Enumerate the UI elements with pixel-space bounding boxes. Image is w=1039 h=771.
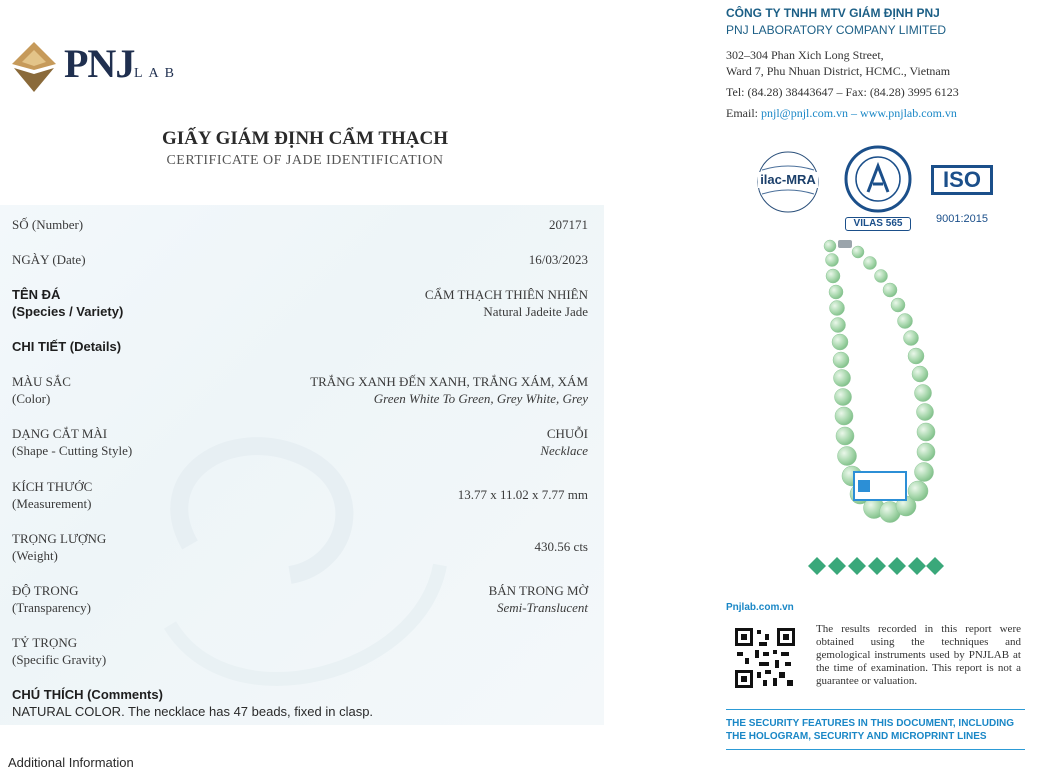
comments-value: NATURAL COLOR. The necklace has 47 beads, fixed in clasp.	[12, 704, 374, 719]
number-label: SỐ (Number)	[12, 217, 84, 232]
ilac-mra-logo	[756, 150, 820, 214]
number-value: 207171	[549, 217, 588, 232]
pnj-diamond-band-icon	[808, 557, 944, 575]
transparency-value-en: Semi-Translucent	[497, 600, 588, 615]
company-name-vi: CÔNG TY TNHH MTV GIÁM ĐỊNH PNJ	[726, 6, 940, 20]
site-link[interactable]: Pnjlab.com.vn	[726, 602, 794, 613]
ilac-text: ilac-MRA	[758, 172, 818, 188]
security-note: THE SECURITY FEATURES IN THIS DOCUMENT, INCLUDING THE HOLOGRAM, SECURITY AND MICROPRINT LINES	[726, 718, 1014, 742]
company-address-1: 302–304 Phan Xich Long Street,	[726, 48, 884, 62]
pnj-ornament	[808, 557, 944, 575]
shape-label-en: (Shape - Cutting Style)	[12, 443, 133, 458]
watermark-swirl-icon	[0, 205, 604, 725]
title-vi: GIẤY GIÁM ĐỊNH CẨM THẠCH	[161, 128, 449, 149]
brand-sub: LAB	[134, 66, 180, 81]
disclaimer: The results recorded in this report were obtained using the techniques and gemological instruments used by PNJLAB at the time of examination. This report is not a guarantee or valuation.	[816, 623, 1021, 687]
species-value-en: Natural Jadeite Jade	[483, 304, 588, 319]
jade-beads-icon	[810, 236, 950, 536]
measurement-label-vi: KÍCH THƯỚC	[12, 479, 93, 494]
website-link[interactable]: www.pnjlab.com.vn	[860, 106, 957, 120]
jade-necklace-image	[810, 236, 950, 536]
contact-separator: –	[848, 106, 861, 120]
shape-label-vi: DẠNG CẮT MÀI	[12, 426, 108, 441]
iso-code: 9001:2015	[936, 213, 988, 225]
company-contact	[726, 106, 957, 121]
gravity-label-vi: TỶ TRỌNG	[12, 635, 78, 650]
pnj-logo-mark-icon	[10, 40, 58, 94]
gravity-label-en: (Specific Gravity)	[12, 652, 107, 667]
additional-info: Additional Information	[8, 755, 134, 770]
comments-label: CHÚ THÍCH (Comments)	[12, 687, 163, 702]
weight-label-en: (Weight)	[12, 548, 58, 563]
species-label-vi: TÊN ĐÁ	[12, 287, 61, 302]
color-label-en: (Color)	[12, 391, 51, 406]
iso-badge: ISO	[931, 165, 993, 195]
measurement-value: 13.77 x 11.02 x 7.77 mm	[457, 487, 588, 502]
weight-value: 430.56 cts	[534, 539, 588, 554]
transparency-label-vi: ĐỘ TRONG	[12, 583, 79, 598]
measurement-label-en: (Measurement)	[12, 496, 92, 511]
title-en: CERTIFICATE OF JADE IDENTIFICATION	[166, 153, 444, 168]
shape-value-en: Necklace	[540, 443, 588, 458]
qr-code-icon	[735, 628, 795, 688]
email-link[interactable]: pnjl@pnjl.com.vn	[761, 106, 849, 120]
transparency-label-en: (Transparency)	[12, 600, 91, 615]
vilas-badge: VILAS 565	[845, 217, 911, 231]
shape-value-vi: CHUỖI	[546, 426, 588, 441]
color-label-vi: MÀU SẮC	[12, 374, 71, 389]
brand-name: PNJ	[64, 41, 135, 86]
company-name-en: PNJ LABORATORY COMPANY LIMITED	[726, 23, 947, 37]
date-value: 16/03/2023	[528, 252, 588, 267]
transparency-value-vi: BÁN TRONG MỜ	[488, 583, 588, 598]
security-bottom-rule	[726, 749, 1025, 750]
date-label: NGÀY (Date)	[12, 252, 86, 267]
species-value-vi: CẨM THẠCH THIÊN NHIÊN	[424, 287, 588, 302]
email-label: Email:	[726, 106, 761, 120]
weight-label-vi: TRỌNG LƯỢNG	[12, 531, 107, 546]
qr-code[interactable]	[735, 628, 795, 688]
company-address-2: Ward 7, Phu Nhuan District, HCMC., Vietnam	[726, 64, 951, 78]
color-value-en: Green White To Green, Grey White, Grey	[373, 391, 588, 406]
watermark-panel	[0, 205, 604, 725]
company-tel: Tel: (84.28) 38443647 – Fax: (84.28) 3995 6123	[726, 85, 959, 99]
security-top-rule	[726, 709, 1025, 710]
details-heading: CHI TIẾT (Details)	[12, 339, 122, 354]
boa-vilas-logo	[843, 144, 913, 232]
species-label-en: (Species / Variety)	[12, 304, 124, 319]
boa-seal-icon	[843, 144, 913, 214]
color-value-vi: TRẮNG XANH ĐẾN XANH, TRẮNG XÁM, XÁM	[310, 374, 588, 389]
